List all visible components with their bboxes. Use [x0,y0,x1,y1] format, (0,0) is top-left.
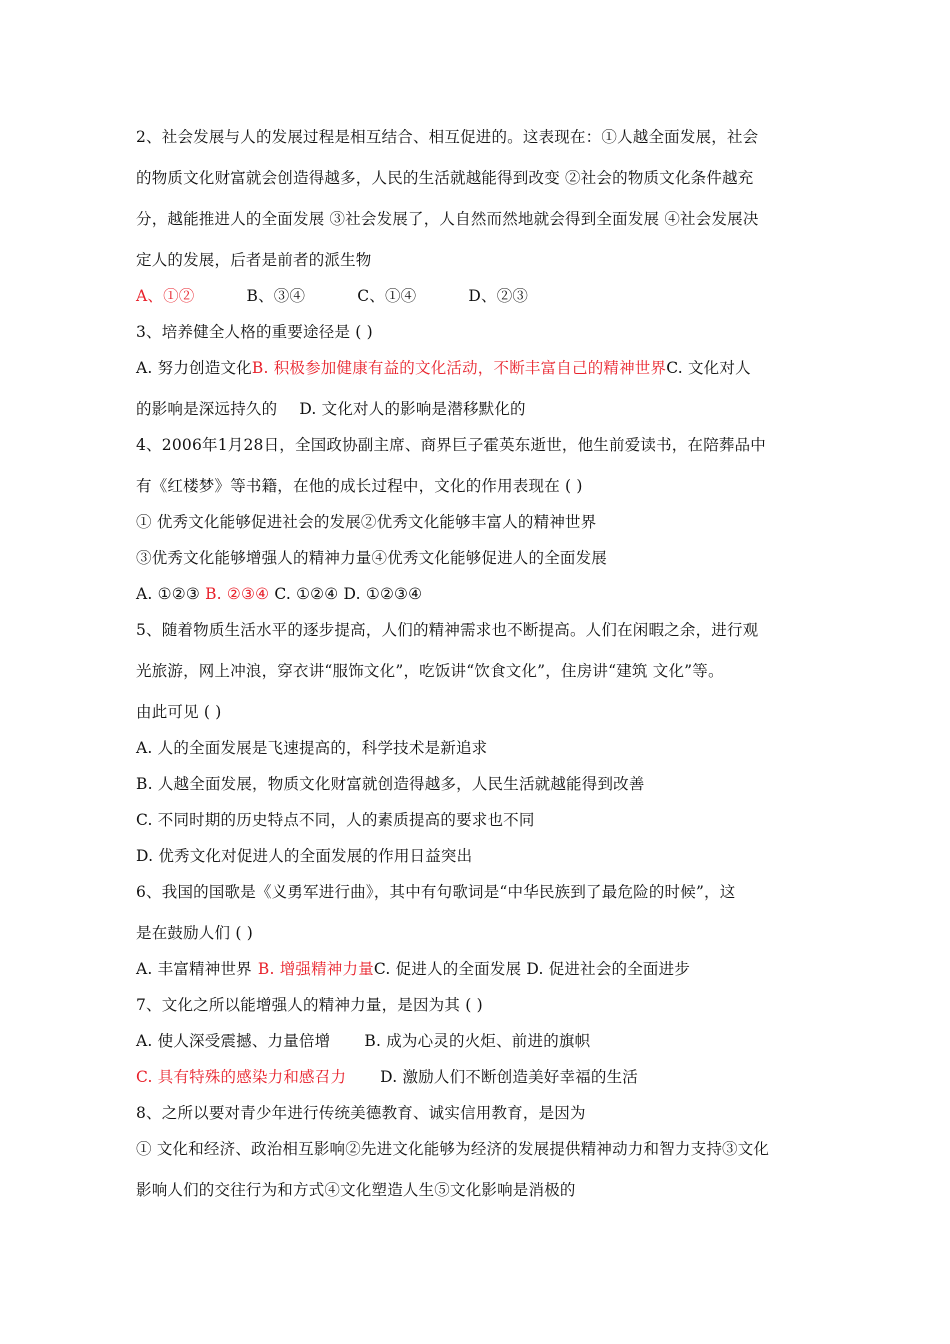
q3-options-line-1 [136,357,826,379]
q5-option-c: C. 不同时期的历史特点不同，人的素质提高的要求也不同 [136,811,535,829]
q7-option-c-answer: C. 具有特殊的感染力和感召力 [136,1068,347,1086]
q5-stem-line-1: 5、随着物质生活水平的逐步提高，人们的精神需求也不断提高。人们在闲暇之余，进行观 [136,621,759,639]
q6-options [136,958,826,980]
q4-stem-line-1: 4、2006年1月28日，全国政协副主席、商界巨子霍英东逝世，他生前爱读书，在陪葬品中 [136,436,766,454]
q7-option-a: A. 使人深受震撼、力量倍增 [136,1032,331,1050]
q3-option-a: A. 努力创造文化 [136,359,252,377]
q3-option-c: C. 文化对人 [666,359,751,377]
q3-option-c-cont: 的影响是深远持久的 [136,400,278,418]
q7-options-line-2 [136,1066,826,1088]
q4-options [136,583,826,605]
q5-option-a: A. 人的全面发展是飞速提高的，科学技术是新追求 [136,739,488,757]
q2-option-c: C、①④ [357,287,417,305]
q5-option-b: B. 人越全面发展，物质文化财富就创造得越多，人民生活就越能得到改善 [136,775,645,793]
q3-option-b-answer: B. 积极参加健康有益的文化活动，不断丰富自己的精神世界 [251,359,667,377]
q7-option-b: B. 成为心灵的火炬、前进的旗帜 [364,1032,591,1050]
q6-option-a: A. 丰富精神世界 [136,960,252,978]
q6-option-b-answer: B. 增强精神力量 [257,960,374,978]
q5-stem-line-2: 光旅游，网上冲浪，穿衣讲“服饰文化”，吃饭讲“饮食文化”，住房讲“建筑 文化”等。 [136,662,724,680]
q7-option-d: D. 激励人们不断创造美好幸福的生活 [380,1068,639,1086]
q8-item-line-1: ① 文化和经济、政治相互影响②先进文化能够为经济的发展提供精神动力和智力支持③文化 [136,1140,770,1158]
q6-option-c: C. 促进人的全面发展 [373,960,527,978]
q6-option-d: D. 促进社会的全面进步 [526,960,691,978]
q4-option-a: A. ①②③ [136,585,206,603]
q4-item-line-2: ③优秀文化能够增强人的精神力量④优秀文化能够促进人的全面发展 [136,549,608,567]
q6-stem-line-2: 是在鼓励人们 ( ) [136,924,253,942]
q2-stem-line-4: 定人的发展，后者是前者的派生物 [136,251,372,269]
q8-item-line-2: 影响人们的交往行为和方式④文化塑造人生⑤文化影响是消极的 [136,1181,576,1199]
q4-option-d: D. ①②③④ [343,585,423,603]
q6-stem-line-1: 6、我国的国歌是《义勇军进行曲》，其中有句歌词是“中华民族到了最危险的时候”，这 [136,883,736,901]
q3-option-d: D. 文化对人的影响是潜移默化的 [299,400,526,418]
q2-stem-line-3: 分，越能推进人的全面发展 ③社会发展了，人自然而然地就会得到全面发展 ④社会发展决 [136,210,759,228]
q4-stem-line-2: 有《红楼梦》等书籍，在他的成长过程中，文化的作用表现在 ( ) [136,477,583,495]
q2-stem-line-2: 的物质文化财富就会创造得越多，人民的生活就越能得到改变 ②社会的物质文化条件越充 [136,169,754,187]
q8-stem: 8、之所以要对青少年进行传统美德教育、诚实信用教育，是因为 [136,1104,586,1122]
q2-stem-line-1: 2、社会发展与人的发展过程是相互结合、相互促进的。这表现在：①人越全面发展，社会 [136,128,759,146]
q4-option-b-answer: B. ②③④ [205,585,270,603]
q7-options-line-1 [136,1030,826,1052]
q2-option-d: D、②③ [468,287,529,305]
q5-option-d: D. 优秀文化对促进人的全面发展的作用日益突出 [136,847,473,865]
q4-option-c: C. ①②④ [269,585,344,603]
q3-stem: 3、培养健全人格的重要途径是 ( ) [136,323,373,341]
q7-stem: 7、文化之所以能增强人的精神力量，是因为其 ( ) [136,996,483,1014]
q2-option-b: B、③④ [246,287,306,305]
q2-option-a-answer: A、①② [136,287,195,305]
q5-stem-line-3: 由此可见 ( ) [136,703,222,721]
q2-options [136,285,826,307]
q3-options-line-2 [136,398,826,420]
q4-item-line-1: ① 优秀文化能够促进社会的发展②优秀文化能够丰富人的精神世界 [136,513,597,531]
